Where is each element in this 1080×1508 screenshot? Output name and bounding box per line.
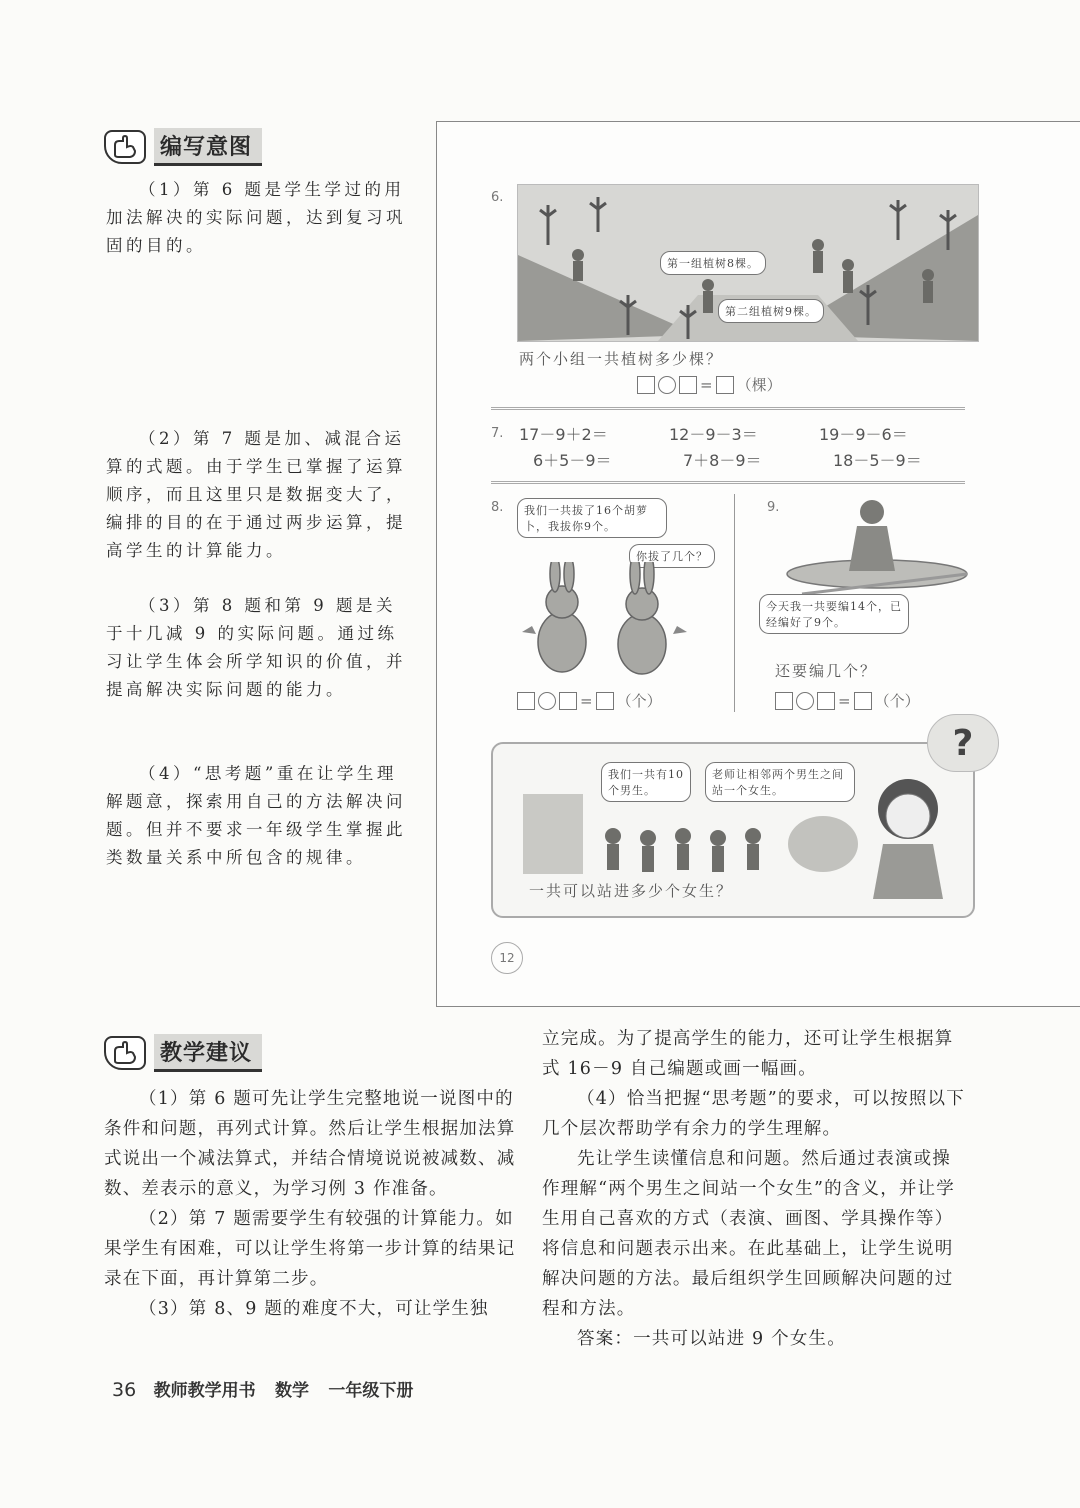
- footer-grade: 一年级下册: [328, 1381, 414, 1401]
- girl-illustration: [863, 764, 963, 904]
- advice-left-column: [104, 1084, 524, 1324]
- equals-sign: =: [580, 691, 593, 710]
- textbook-page-number: [491, 942, 523, 974]
- divider: [491, 481, 965, 484]
- advice-section-title: 教学建议: [154, 1034, 262, 1072]
- think-bubble-2: 老师让相邻两个男生之间站一个女生。: [705, 762, 855, 802]
- page-footer: [112, 1376, 427, 1401]
- footer-subject: 数学: [275, 1381, 309, 1401]
- intent-section-header: [104, 128, 262, 166]
- q8-number: 8.: [491, 500, 504, 515]
- divider: [491, 407, 965, 410]
- q9-formula: [775, 690, 920, 711]
- answer-box: [817, 692, 835, 710]
- think-question: 一共可以站进多少个女生？: [529, 882, 734, 900]
- answer-box: [637, 376, 655, 394]
- footer-page-number: 36: [112, 1379, 137, 1401]
- watermark: [300, 960, 338, 1099]
- advice-right-column: [542, 1024, 966, 1354]
- q6-illustration: [517, 184, 979, 342]
- think-bubble-1: 我们一共有10个男生。: [601, 762, 691, 802]
- q7-equation: 12－9－3＝: [669, 425, 758, 444]
- q6-formula: [637, 374, 782, 395]
- q7-number: 7.: [491, 426, 504, 441]
- advice-paragraph-1: （1）第 6 题可先让学生完整地说一说图中的条件和问题，再列式计算。然后让学生根据加法算式说出一个减法算式，并结合情境说说被减数、减数、差表示的意义，为学习例 3 作准备。: [104, 1089, 516, 1199]
- textbook-page-panel: [436, 121, 1080, 1007]
- answer-box: [775, 692, 793, 710]
- thinking-problem-box: [491, 742, 975, 918]
- hand-pointer-icon: [104, 130, 146, 164]
- q7-row-2: [533, 448, 983, 471]
- q6-bubble-group1: 第一组植树8棵。: [660, 251, 766, 275]
- operator-circle: [658, 376, 676, 394]
- intent-note-3: （3）第 8 题和第 9 题是关于十几减 9 的实际问题。通过练习让学生体会所学知识的价值，并提高解决实际问题的能力。: [106, 596, 406, 699]
- advice-answer: 答案：一共可以站进 9 个女生。: [577, 1329, 846, 1349]
- q7-equation: 6＋5－9＝: [533, 451, 612, 470]
- answer-box: [679, 376, 697, 394]
- intent-section-title: 编写意图: [154, 128, 262, 166]
- rabbits-illustration: [517, 562, 697, 677]
- advice-paragraph-4: （4）恰当把握“思考题”的要求，可以按照以下几个层次帮助学有余力的学生理解。: [542, 1089, 965, 1139]
- intent-note-1: （1）第 6 题是学生学过的用加法解决的实际问题，达到复习巩固的目的。: [106, 180, 406, 255]
- answer-box: [596, 692, 614, 710]
- question-mark-cloud-icon: [927, 714, 999, 772]
- intent-note-2: （2）第 7 题是加、减混合运算的式题。由于学生已掌握了运算顺序，而且这里只是数据变大了，编排的目的在于通过两步运算，提高学生的计算能力。: [106, 429, 406, 560]
- advice-paragraph-5: 先让学生读懂信息和问题。然后通过表演或操作理解“两个男生之间站一个女生”的含义，并让学生用自己喜欢的方式（表演、画图、学具操作等）将信息和问题表示出来。在此基础上，让学生说明解决问题的方法。最后组织学生回顾解决问题的过程和方法。: [542, 1149, 955, 1319]
- answer-box: [716, 376, 734, 394]
- advice-paragraph-3: （3）第 8、9 题的难度不大，可让学生独: [139, 1299, 489, 1319]
- q8-bubble-1: 我们一共拔了16个胡萝卜，我拔你9个。: [517, 498, 667, 538]
- q7-row-1: [519, 422, 969, 445]
- equals-sign: =: [700, 375, 713, 394]
- footer-book-title: 教师教学用书: [153, 1381, 256, 1401]
- q7-equation: 18－5－9＝: [833, 451, 922, 470]
- q8-q9-divider: [734, 494, 735, 712]
- q7-equation: 7＋8－9＝: [683, 451, 762, 470]
- q9-unit: （个）: [874, 692, 920, 710]
- q7-equation: 19－9－6＝: [819, 425, 908, 444]
- question-mark: ?: [952, 722, 974, 764]
- equals-sign: =: [838, 691, 851, 710]
- answer-box: [854, 692, 872, 710]
- advice-section-header: [104, 1034, 262, 1072]
- q7-equation: 17－9＋2＝: [519, 425, 608, 444]
- intent-note-4: （4）“思考题”重在让学生理解题意，探索用自己的方法解决问题。但并不要求一年级学生掌握此类数量关系中所包含的规律。: [106, 764, 406, 867]
- advice-paragraph-2: （2）第 7 题需要学生有较强的计算能力。如果学生有困难，可以让学生将第一步计算的结果记录在下面，再计算第二步。: [104, 1209, 516, 1289]
- answer-box: [559, 692, 577, 710]
- q6-bubble-group2: 第二组植树9棵。: [718, 299, 824, 323]
- q8-formula: [517, 690, 662, 711]
- q6-number: 6.: [491, 190, 504, 205]
- q6-question: 两个小组一共植树多少棵？: [519, 350, 724, 368]
- advice-paragraph-3-continued: 立完成。为了提高学生的能力，还可让学生根据算式 16－9 自己编题或画一幅画。: [542, 1029, 954, 1079]
- q9-question: 还要编几个？: [775, 662, 878, 680]
- q8-bubble-2: 你拔了几个？: [629, 544, 715, 568]
- q9-number: 9.: [767, 500, 780, 515]
- q6-unit: （棵）: [736, 376, 782, 394]
- weaving-illustration: [782, 494, 972, 604]
- operator-circle: [796, 692, 814, 710]
- answer-box: [517, 692, 535, 710]
- operator-circle: [538, 692, 556, 710]
- page-number-text: 12: [499, 951, 515, 965]
- q9-bubble: 今天我一共要编14个，已经编好了9个。: [759, 594, 909, 634]
- hand-pointer-icon: [104, 1036, 146, 1070]
- q8-unit: （个）: [616, 692, 662, 710]
